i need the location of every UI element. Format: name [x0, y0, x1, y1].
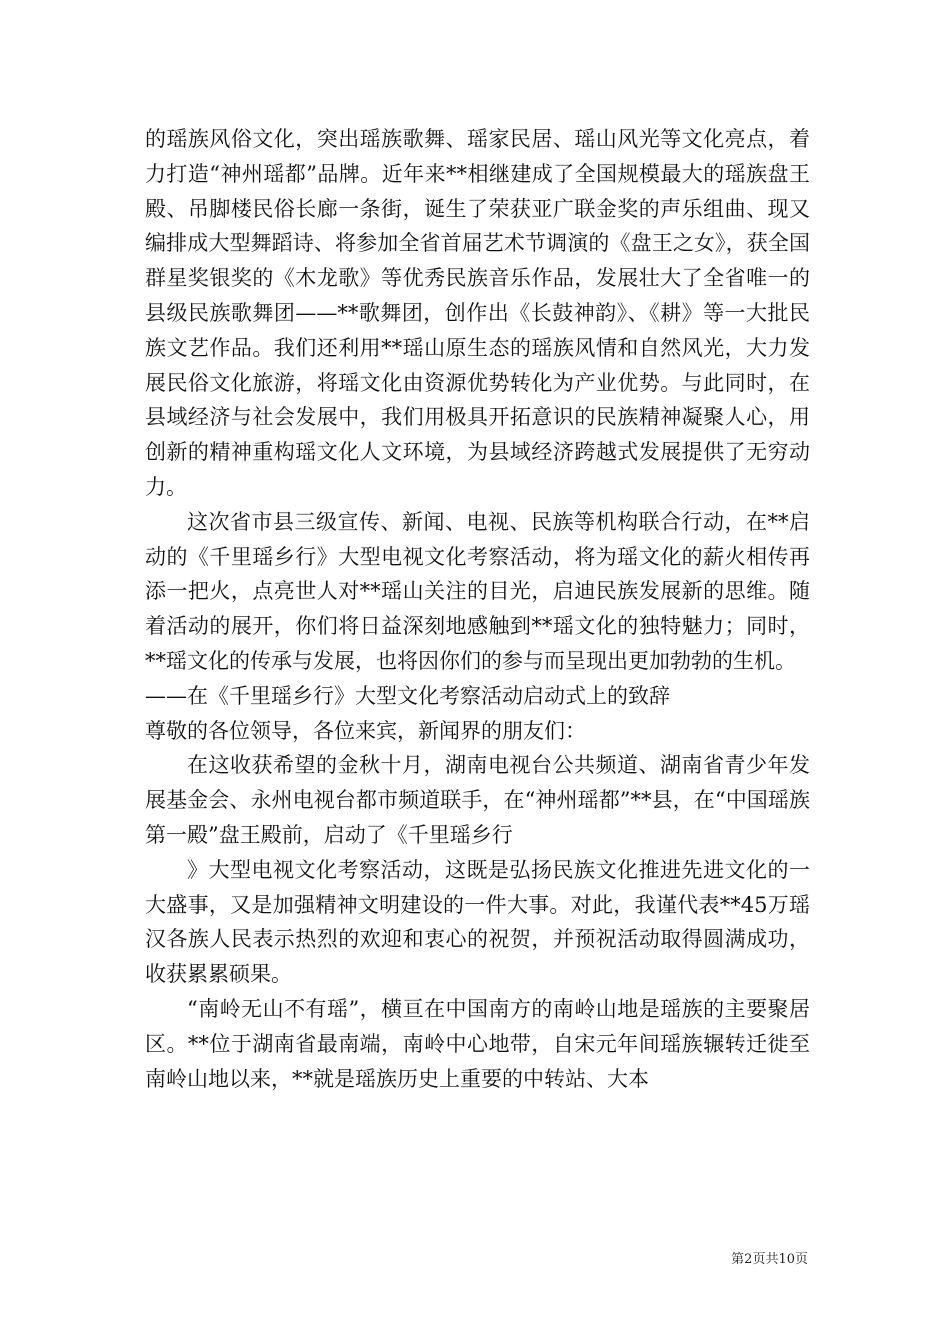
- text-line: 独特魅力；同时，**瑶文化的传承与发展，也将因你们的参与而呈: [145, 614, 811, 673]
- text-line: 尊敬的各位领导，各位来宾，新闻界的朋友们：: [145, 718, 586, 743]
- text-line: 要聚居区。**位于湖南省最南端，南岭中心地带，自宋元年间瑶族: [145, 996, 810, 1056]
- text-line: 《盘王之女》，获全国群星奖银奖的《木龙歌》等优秀民族音乐作: [145, 231, 810, 291]
- paragraph-p7: [145, 992, 810, 1096]
- text-line: 品，发展壮大了全省唯一的县级民族歌舞团——**歌舞团，创作出: [145, 266, 811, 325]
- text-line: 在这收获希望的金秋十月，湖南电视台公共频道、湖南省青少: [187, 753, 768, 778]
- text-line: **启动的《千里瑶乡行》大型电视文化考察活动，将为瑶文化的薪: [145, 509, 810, 569]
- text-line: *45万瑶汉各族人民表示热烈的欢迎和衷心的祝贺，并预祝活动取: [145, 892, 810, 952]
- document-body: [145, 122, 810, 1096]
- paragraph-p1: [145, 122, 810, 505]
- text-line: 新的思维。随着活动的展开，你们将日益深刻地感触到**瑶文化的: [145, 579, 811, 639]
- text-line: ——在《千里瑶乡行》大型文化考察活动启动式上的致辞: [145, 683, 670, 708]
- text-line: 化人文环境，为县域经济跨越式发展提供了无穷动力。: [145, 440, 811, 499]
- text-line: 年发展基金会、永州电视台都市频道联手，在“神州瑶都”**县，: [145, 753, 810, 813]
- text-line: 在“中国瑶族第一殿”盘王殿前，启动了《千里瑶乡行: [145, 788, 810, 847]
- text-line: 《长鼓神韵》、《耕》等一大批民族文艺作品。我们还利用**瑶山: [145, 300, 811, 360]
- text-line: 乐组曲、现又编排成大型舞蹈诗、将参加全省首届艺术节调演的: [145, 196, 811, 256]
- paragraph-p3: [145, 679, 810, 714]
- text-line: 着力打造“神州瑶都”品牌。近年来**相继建成了全国规模最大的: [145, 127, 810, 186]
- text-line: 原生态的瑶族风情和自然风光，大力发展民俗文化旅游，将瑶文化: [145, 335, 811, 395]
- paragraph-p5: [145, 748, 810, 852]
- paragraph-p4: [145, 714, 810, 749]
- text-line: “南岭无山不有瑶”，横亘在中国南方的南岭山地是瑶族的主: [187, 996, 747, 1021]
- text-line: 的一大盛事，又是加强精神文明建设的一件大事。对此，我谨代表*: [145, 857, 810, 917]
- paragraph-p6: [145, 853, 810, 992]
- text-line: 》大型电视文化考察活动，这既是弘扬民族文化推进先进文化: [187, 857, 768, 882]
- text-line: 火相传再添一把火，点亮世人对**瑶山关注的目光，启迪民族发展: [145, 544, 811, 604]
- text-line: 我们用极具开拓意识的民族精神凝聚人心，用创新的精神重构瑶文: [145, 405, 811, 465]
- text-line: 这次省市县三级宣传、新闻、电视、民族等机构联合行动，在: [187, 509, 768, 534]
- text-line: 瑶族盘王殿、吊脚楼民俗长廊一条街，诞生了荣获亚广联金奖的声: [145, 161, 810, 221]
- page-number-footer: 第2页共10页: [731, 1252, 808, 1267]
- text-line: 得圆满成功，收获累累硕果。: [145, 927, 811, 987]
- text-line: 由资源优势转化为产业优势。与此同时，在县域经济与社会发展中，: [145, 370, 811, 430]
- text-line: 现出更加勃勃的生机。: [586, 648, 796, 673]
- text-line: 辗转迁徙至南岭山地以来，**就是瑶族历史上重要的中转站、大本: [145, 1031, 811, 1091]
- text-line: 的瑶族风俗文化，突出瑶族歌舞、瑶家民居、瑶山风光等文化亮点，: [145, 127, 789, 151]
- paragraph-p2: [145, 505, 810, 679]
